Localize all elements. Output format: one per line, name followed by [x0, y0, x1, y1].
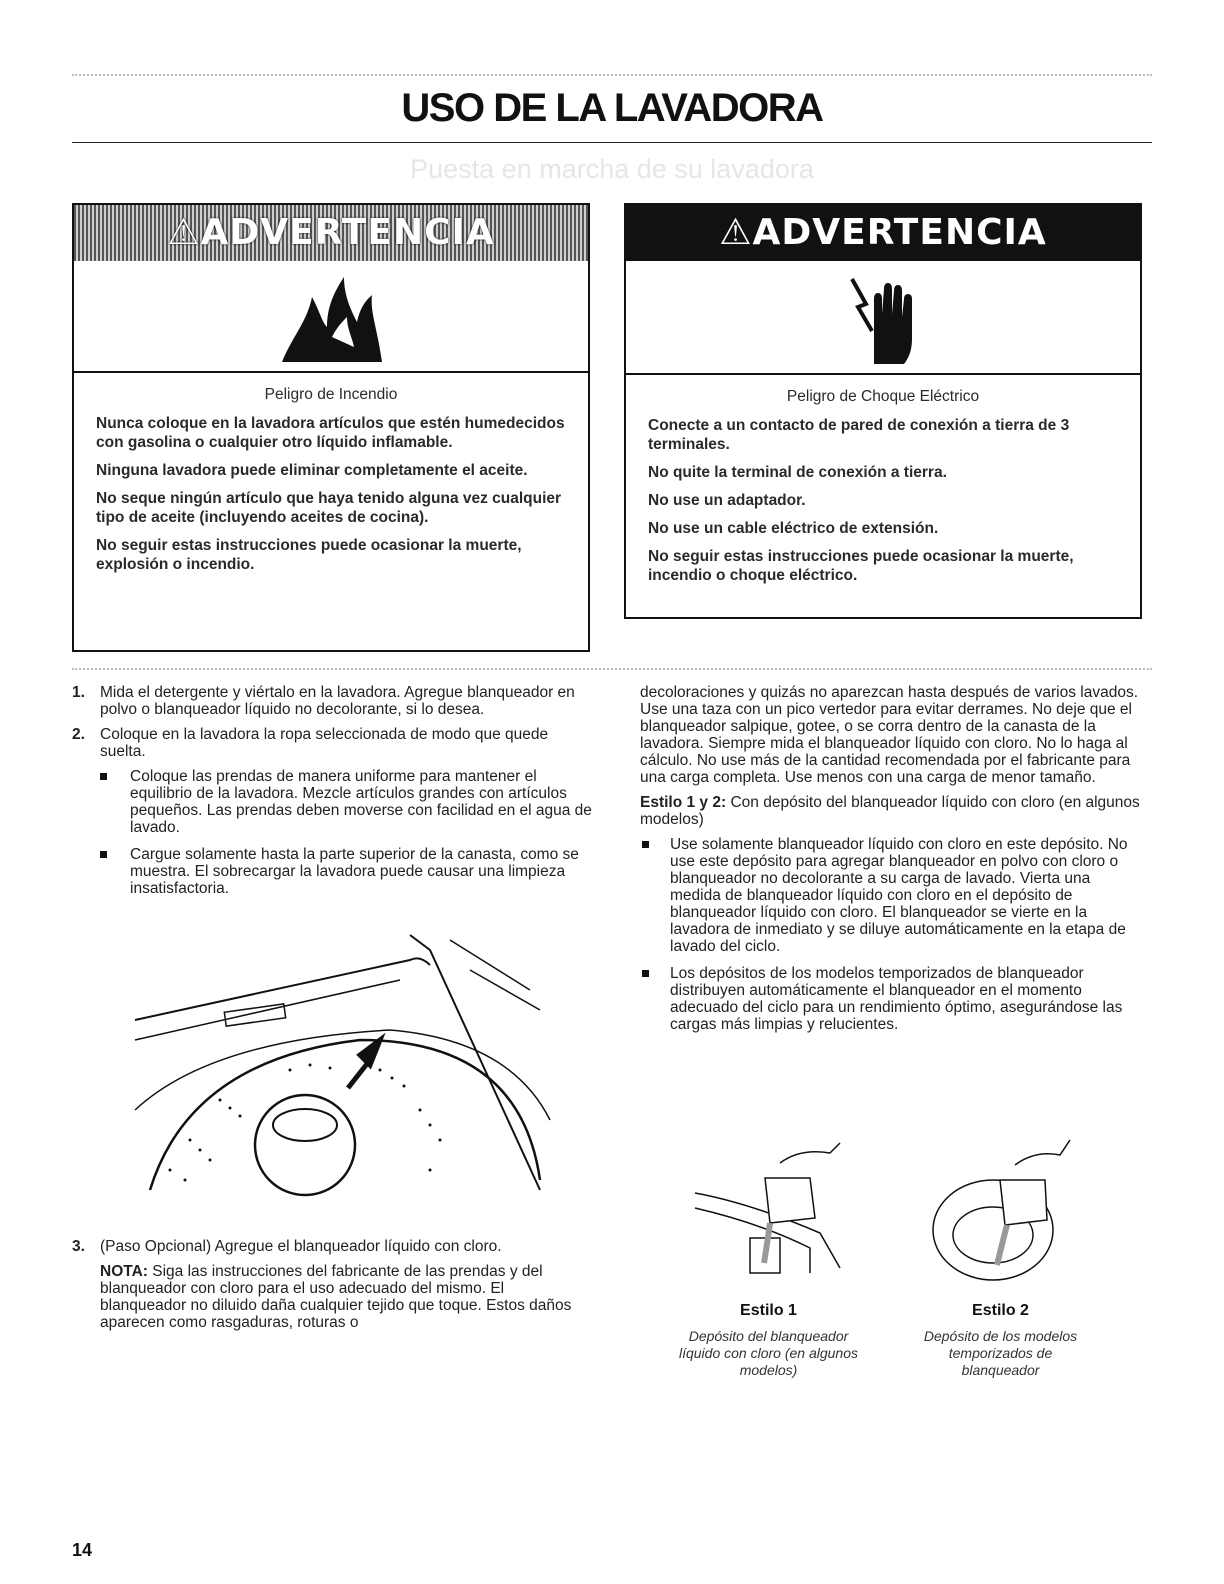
bleach-continuation: decoloraciones y quizás no aparezcan hasta después de varios lavados. Use una taza con un pico vertedor para evitar derrames. No deje que el blanqueador salpique, gotee, o se corra dentro de la canasta de la lavadora. Siempre mida el blanqueador líquido con cloro. No lo haga al cálculo. No use más de la cantidad recomendada por el fabricante para una carga completa. Use menos con una carga de menor tamaño.: [640, 684, 1139, 786]
right-column: [640, 684, 1145, 1043]
warning-triangle-icon: ⚠: [719, 212, 753, 253]
shock-warning-text-4: No use un cable eléctrico de extensión.: [648, 520, 939, 537]
fire-warning-text-4: No seguir estas instrucciones puede ocasionar la muerte, explosión o incendio.: [96, 537, 522, 573]
step-2-bullet-1: Coloque las prendas de manera uniforme para mantener el equilibrio de la lavadora. Mezcle artículos grandes con artículos pequeños. Las prendas deben moverse con facilidad en el agua de lavado.: [72, 768, 592, 836]
fire-warning-text-2: Ninguna lavadora puede eliminar completamente el aceite.: [96, 462, 528, 479]
step-2-bullet-2: Cargue solamente hasta la parte superior de la canasta, como se muestra. El sobrecargar la lavadora puede causar una limpieza insatisfactoria.: [72, 846, 592, 897]
step-2: [72, 726, 592, 760]
bleach-bullet-1: Use solamente blanqueador líquido con cloro en este depósito. No use este depósito para agregar blanqueador en polvo con cloro o blanqueador no decolorante a su carga de lavado. Vierta una medida de blanqueador líquido con cloro en el depósito de blanqueador líquido con cloro. El blanqueador se vierte en la lavadora de inmediato y se diluye automáticamente en la etapa de lavado del ciclo.: [640, 836, 1145, 955]
step-1-text: Mida el detergente y viértalo en la lavadora. Agregue blanqueador en polvo o blanqueador líquido no decolorante, si lo desea.: [100, 684, 575, 718]
shock-warning-header: [626, 205, 1140, 261]
step-2-text: Coloque en la lavadora la ropa seleccionada de modo que quede suelta.: [100, 726, 549, 760]
shock-warning-text-5: No seguir estas instrucciones puede ocasionar la muerte, incendio o choque eléctrico.: [648, 548, 1074, 584]
section-dotted-rule: [72, 668, 1152, 670]
step-1: [72, 684, 592, 718]
fire-warning-text-1: Nunca coloque en la lavadora artículos que estén humedecidos con gasolina o cualquier otro líquido inflamable.: [96, 415, 565, 451]
bleach-bullet-2: Los depósitos de los modelos temporizados de blanqueador distribuyen automáticamente el blanqueador en el momento adecuado del ciclo para un rendimiento óptimo, asegurándose las cargas más limpias y relucientes.: [640, 965, 1145, 1033]
style-1-title: Estilo 1: [740, 1302, 797, 1319]
note-text: Siga las instrucciones del fabricante de las prendas y del blanqueador con cloro para el uso adecuado del mismo. El blanqueador no diluido daña cualquier tejido que toque. Estos daños aparecen como rasgaduras, roturas o: [100, 1263, 572, 1331]
style-2-caption-text: Depósito de los modelos temporizados de blanqueador: [923, 1328, 1078, 1378]
estilo-label: Estilo 1 y 2:: [640, 794, 727, 811]
step-3-number: 3.: [72, 1238, 85, 1255]
page-title: USO DE LA LAVADORA: [401, 86, 823, 130]
shock-warning-text-1: Conecte a un contacto de pared de conexión a tierra de 3 terminales.: [648, 417, 1070, 453]
step-2-number: 2.: [72, 726, 85, 743]
style-1-illustration: [690, 1138, 860, 1283]
shock-warning-box: [624, 203, 1142, 619]
style-2-illustration: [925, 1135, 1075, 1285]
note-label: NOTA:: [100, 1263, 148, 1280]
style-2-title: Estilo 2: [972, 1302, 1029, 1319]
shock-warning-heading: ADVERTENCIA: [752, 212, 1047, 253]
shock-warning-subheading: Peligro de Choque Eléctrico: [786, 388, 980, 405]
style-1-caption: [676, 1302, 861, 1379]
style-2-caption: [908, 1302, 1093, 1379]
warning-triangle-icon: ⚠: [167, 212, 201, 253]
fire-warning-heading: ADVERTENCIA: [200, 212, 495, 253]
fire-icon: [272, 267, 392, 367]
top-dotted-rule: [72, 74, 1152, 76]
shock-warning-text-2: No quite la terminal de conexión a tierra.: [648, 464, 947, 481]
estilo-text: Con depósito del blanqueador líquido con cloro (en algunos modelos): [640, 794, 1140, 828]
section-subtitle: Puesta en marcha de su lavadora: [410, 154, 814, 184]
fire-warning-subheading: Peligro de Incendio: [264, 386, 398, 403]
step-3: [72, 1238, 592, 1255]
washer-basket-illustration: [130, 930, 570, 1230]
step-3-note: [72, 1263, 592, 1331]
estilo-paragraph: [640, 794, 1145, 828]
shock-icon-area: [626, 261, 1140, 375]
step-3-text: (Paso Opcional) Agregue el blanqueador líquido con cloro.: [100, 1238, 502, 1255]
step-1-number: 1.: [72, 684, 85, 701]
shock-warning-text-3: No use un adaptador.: [648, 492, 806, 509]
fire-warning-box: [72, 203, 590, 652]
left-column: [72, 684, 592, 907]
fire-warning-header: [74, 205, 588, 261]
electric-shock-icon: [844, 269, 924, 369]
fire-icon-area: [74, 261, 588, 373]
page-number: 14: [72, 1540, 93, 1560]
fire-warning-text-3: No seque ningún artículo que haya tenido alguna vez cualquier tipo de aceite (incluyendo aceites de cocina).: [96, 490, 562, 526]
left-column-lower: [72, 1238, 592, 1331]
title-rule: [72, 142, 1152, 143]
style-1-caption-text: Depósito del blanqueador líquido con cloro (en algunos modelos): [678, 1328, 858, 1378]
